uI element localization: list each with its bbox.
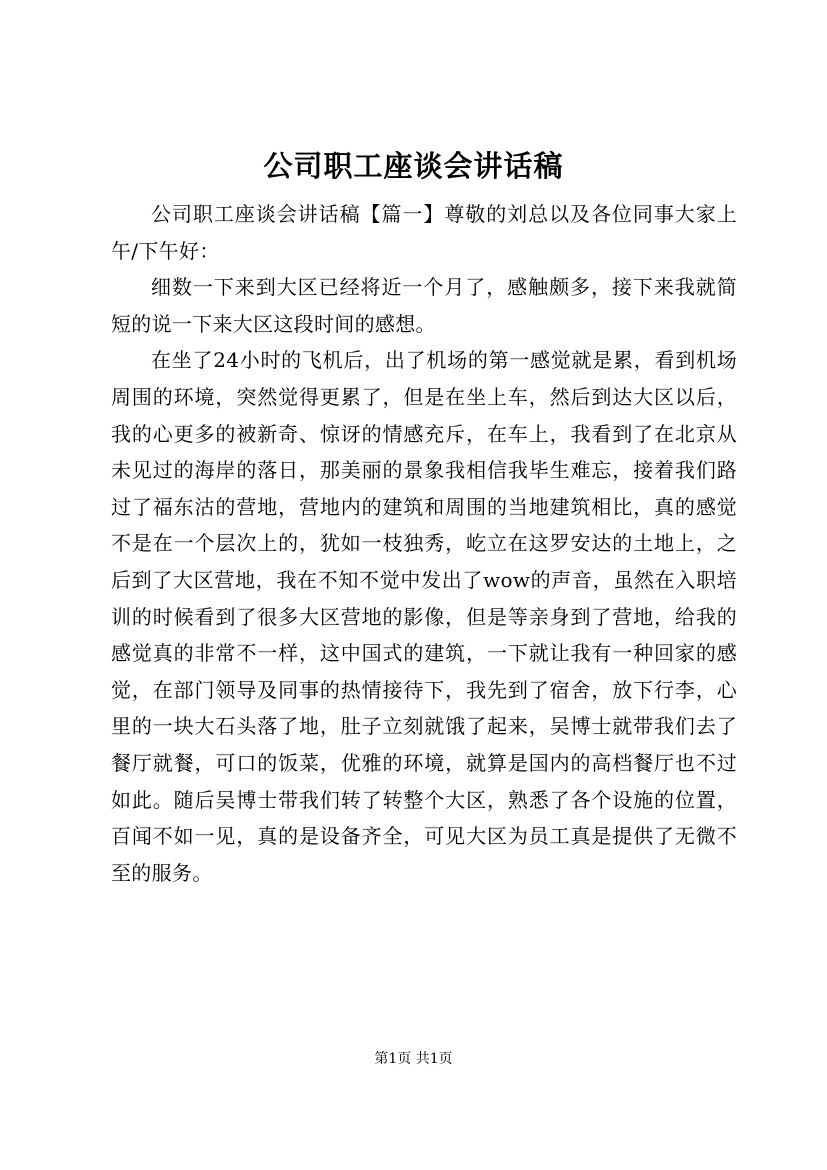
page-footer: 第1页 共1页 <box>374 1051 453 1067</box>
paragraph-greeting: 公司职工座谈会讲话稿【篇一】尊敬的刘总以及各位同事大家上午/下午好： <box>111 202 737 263</box>
paragraph-experience: 在坐了24小时的飞机后，出了机场的第一感觉就是累，看到机场周围的环境，突然觉得更累了，但是在坐上车，然后到达大区以后，我的心更多的被新奇、惊讶的情感充斥，在车上，我看到了在北京从未见过的海岸的落日，那美丽的景象我相信我毕生难忘，接着我们路过了福东沽的营地，营地内的建筑和周围的当地建筑相比，真的感觉不是在一个层次上的，犹如一枝独秀，屹立在这罗安达的土地上，之后到了大区营地，我在不知不觉中发出了wow的声音，虽然在入职培训的时候看到了很多大区营地的影像，但是等亲身到了营地，给我的感觉真的非常不一样，这中国式的建筑，一下就让我有一种回家的感觉，在部门领导及同事的热情接待下，我先到了宿舍，放下行李，心里的一块大石头落了地，肚子立刻就饿了起来，吴博士就带我们去了餐厅就餐，可口的饭菜，优雅的环境，就算是国内的高档餐厅也不过如此。随后吴博士带我们转了转整个大区，熟悉了各个设施的位置，百闻不如一见，真的是设备齐全，可见大区为员工真是提供了无微不至的服务。 <box>111 348 737 885</box>
document-title: 公司职工座谈会讲话稿 <box>263 149 564 183</box>
paragraph-intro: 细数一下来到大区已经将近一个月了，感触颇多，接下来我就简短的说一下来大区这段时间的感想。 <box>111 275 737 336</box>
document-body <box>111 196 737 891</box>
